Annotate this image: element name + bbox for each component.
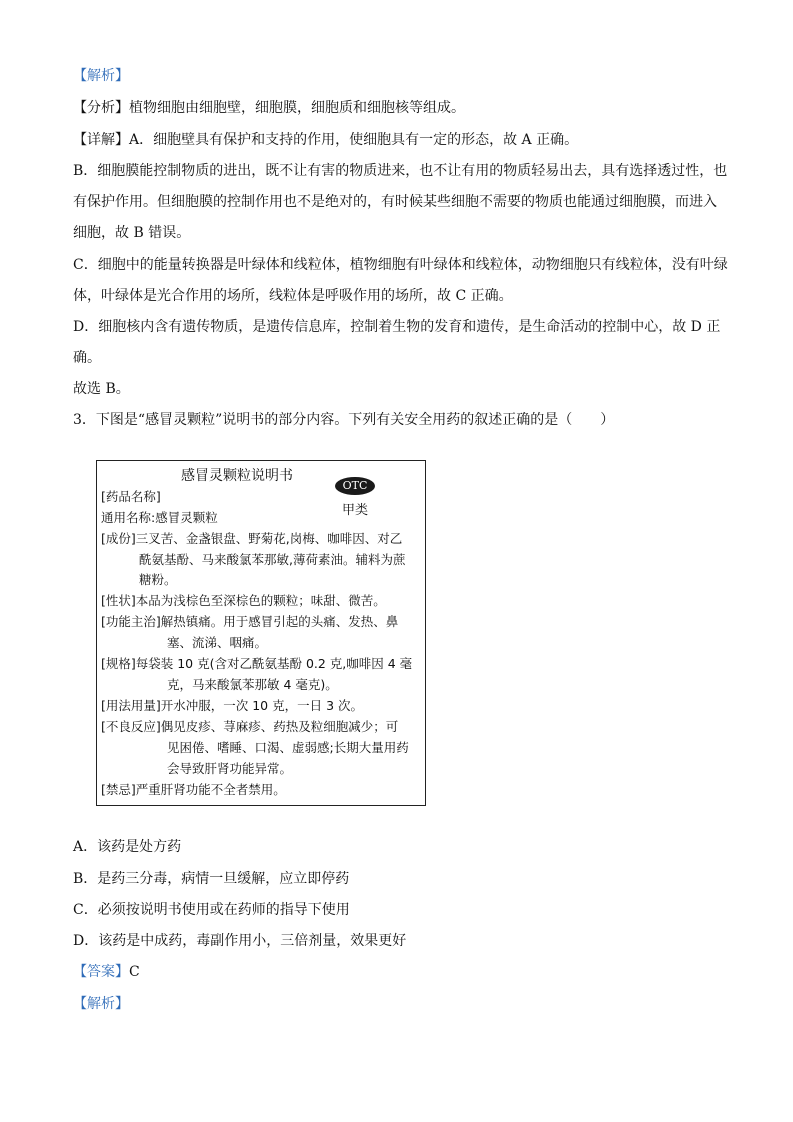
explanation-b-line-2: 有保护作用。但细胞膜的控制作用也不是绝对的，有时候某些细胞不需要的物质也能通过细胞膜，而进入 bbox=[73, 194, 717, 210]
explanation-b-line-1: B．细胞膜能控制物质的进出，既不让有害的物质进来，也不让有用的物质轻易出去，具有选择透过性，也 bbox=[73, 163, 728, 179]
leaflet-line: 酰氨基酚、马来酸氯苯那敏,薄荷素油。辅料为蔗 bbox=[139, 552, 406, 567]
leaflet-line: [不良反应]偶见皮疹、荨麻疹、药热及粒细胞减少；可 bbox=[101, 719, 399, 734]
option-b: B．是药三分毒，病情一旦缓解，应立即停药 bbox=[73, 871, 350, 887]
option-d: D．该药是中成药，毒副作用小，三倍剂量，效果更好 bbox=[73, 933, 407, 949]
choice-conclusion: 故选 B。 bbox=[73, 381, 130, 397]
leaflet-line: [性状]本品为浅棕色至深棕色的颗粒；味甜、微苦。 bbox=[101, 593, 386, 608]
explanation-b-line-3: 细胞，故 B 错误。 bbox=[73, 225, 191, 241]
answer-value: C bbox=[129, 964, 140, 980]
leaflet-title: 感冒灵颗粒说明书 bbox=[181, 468, 293, 484]
detail-line bbox=[73, 131, 578, 149]
leaflet-line: 见困倦、嗜睡、口渴、虚弱感;长期大量用药 bbox=[167, 740, 409, 755]
leaflet-line: [规格]每袋装 10 克(含对乙酰氨基酚 0.2 克,咖啡因 4 毫 bbox=[101, 656, 413, 671]
question-stem: 3．下图是“感冒灵颗粒”说明书的部分内容。下列有关安全用药的叙述正确的是（ ） bbox=[73, 412, 615, 428]
explanation-c-line-1: C．细胞中的能量转换器是叶绿体和线粒体，植物细胞有叶绿体和线粒体，动物细胞只有线粒体，没有叶绿 bbox=[73, 257, 728, 273]
analysis-line bbox=[73, 99, 465, 117]
explanation-d-line-2: 确。 bbox=[73, 350, 101, 366]
analysis-heading: 【解析】 bbox=[73, 68, 129, 84]
question-analysis-heading: 【解析】 bbox=[73, 996, 129, 1012]
answer-label: 【答案】 bbox=[73, 964, 129, 980]
leaflet-line: [用法用量]开水冲服，一次 10 克，一日 3 次。 bbox=[101, 698, 364, 713]
detail-text: A．细胞壁具有保护和支持的作用，使细胞具有一定的形态，故 A 正确。 bbox=[129, 132, 579, 148]
leaflet-line: 克，马来酸氯苯那敏 4 毫克)。 bbox=[167, 677, 338, 692]
leaflet-line: [成份]三叉苦、金盏银盘、野菊花,岗梅、咖啡因、对乙 bbox=[101, 531, 403, 546]
option-c: C．必须按说明书使用或在药师的指导下使用 bbox=[73, 902, 350, 918]
explanation-c-line-2: 体，叶绿体是光合作用的场所，线粒体是呼吸作用的场所，故 C 正确。 bbox=[73, 288, 513, 304]
leaflet-line: [功能主治]解热镇痛。用于感冒引起的头痛、发热、鼻 bbox=[101, 614, 399, 629]
leaflet-line: [药品名称] bbox=[101, 489, 161, 504]
detail-label: 【详解】 bbox=[73, 132, 129, 148]
analysis-label: 【分析】 bbox=[73, 100, 129, 116]
leaflet-line: 会导致肝肾功能异常。 bbox=[167, 761, 293, 776]
analysis-text: 植物细胞由细胞壁，细胞膜，细胞质和细胞核等组成。 bbox=[129, 100, 465, 116]
leaflet-line: 塞、流涕、咽痛。 bbox=[167, 635, 268, 650]
otc-class: 甲类 bbox=[342, 503, 369, 518]
medicine-leaflet bbox=[96, 460, 426, 806]
otc-badge: OTC bbox=[335, 477, 375, 495]
option-a: A．该药是处方药 bbox=[73, 839, 182, 855]
leaflet-line: [禁忌]严重肝肾功能不全者禁用。 bbox=[101, 782, 286, 797]
answer-line bbox=[73, 963, 140, 981]
leaflet-line: 糖粉。 bbox=[139, 572, 177, 587]
explanation-d-line-1: D．细胞核内含有遗传物质，是遗传信息库，控制着生物的发育和遗传，是生命活动的控制中心，故 D 正 bbox=[73, 319, 721, 335]
leaflet-line: 通用名称:感冒灵颗粒 bbox=[101, 510, 218, 525]
